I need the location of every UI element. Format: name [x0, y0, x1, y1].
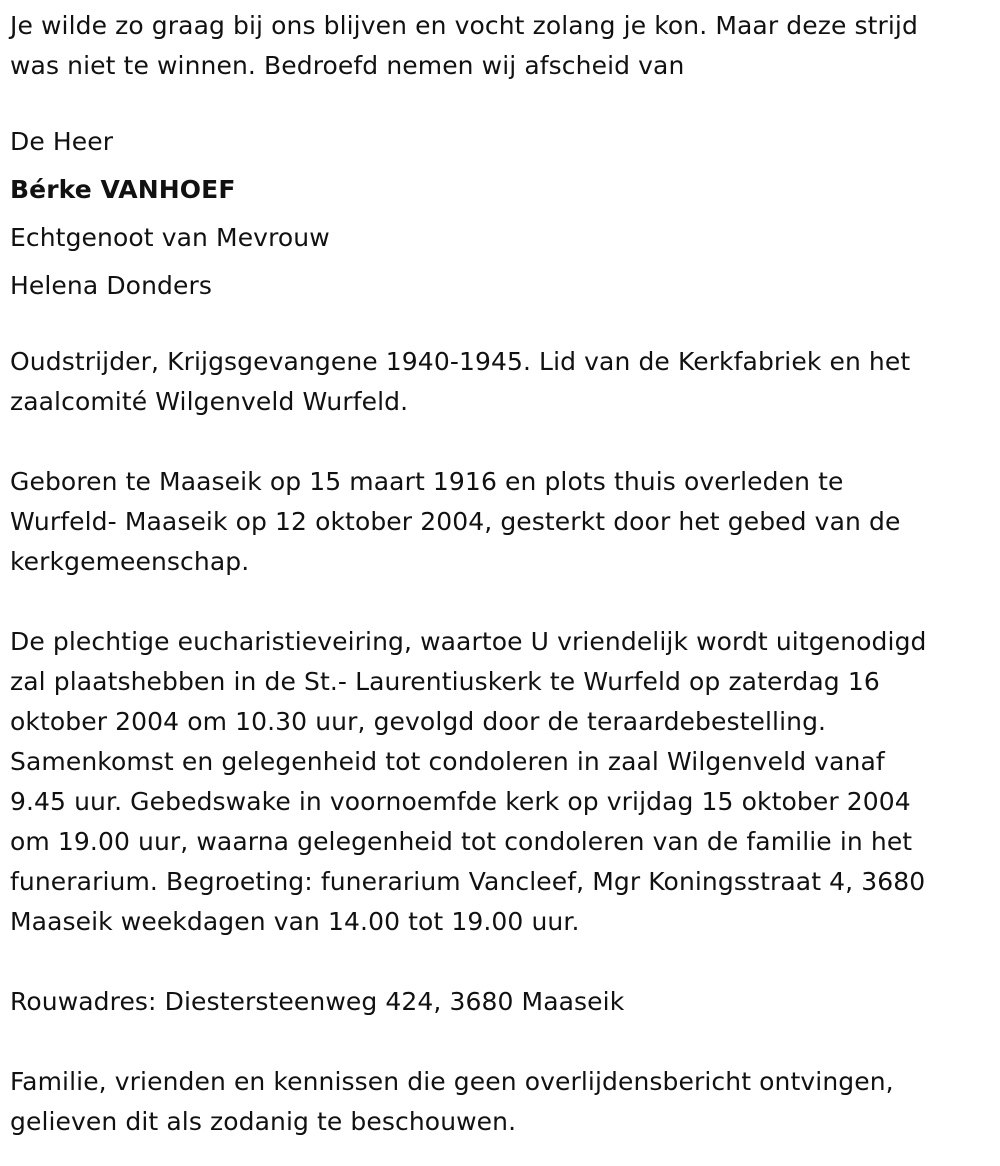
ceremony-paragraph — [10, 622, 995, 942]
ceremony-line: De plechtige eucharistieveiring, waartoe U vriendelijk wordt uitgenodigd — [10, 627, 927, 656]
intro-line: Je wilde zo graag bij ons blijven en vocht zolang je kon. Maar deze strijd — [10, 11, 918, 40]
roles-line: zaalcomité Wilgenveld Wurfeld. — [10, 387, 409, 416]
closing-paragraph — [10, 1062, 995, 1142]
obituary-notice — [10, 6, 995, 1142]
spouse-label: Echtgenoot van Mevrouw — [10, 223, 330, 252]
roles-line: Oudstrijder, Krijgsgevangene 1940-1945. Lid van de Kerkfabriek en het — [10, 347, 911, 376]
birth-death-paragraph — [10, 462, 995, 582]
closing-line: gelieven dit als zodanig te beschouwen. — [10, 1107, 517, 1136]
birth-death-line: Wurfeld- Maaseik op 12 oktober 2004, gesterkt door het gebed van de — [10, 507, 901, 536]
deceased-block — [10, 118, 995, 310]
ceremony-line: oktober 2004 om 10.30 uur, gevolgd door de teraardebestelling. — [10, 707, 827, 736]
birth-death-line: kerkgemeenschap. — [10, 547, 250, 576]
mourning-address: Rouwadres: Diestersteenweg 424, 3680 Maaseik — [10, 987, 625, 1016]
honorific: De Heer — [10, 127, 114, 156]
deceased-name: Bérke VANHOEF — [10, 175, 236, 204]
closing-line: Familie, vrienden en kennissen die geen overlijdensbericht ontvingen, — [10, 1067, 894, 1096]
ceremony-line: om 19.00 uur, waarna gelegenheid tot condoleren van de familie in het — [10, 827, 913, 856]
ceremony-line: Samenkomst en gelegenheid tot condoleren in zaal Wilgenveld vanaf — [10, 747, 885, 776]
birth-death-line: Geboren te Maaseik op 15 maart 1916 en plots thuis overleden te — [10, 467, 844, 496]
spouse-name: Helena Donders — [10, 271, 212, 300]
ceremony-line: Maaseik weekdagen van 14.00 tot 19.00 uur. — [10, 907, 580, 936]
ceremony-line: 9.45 uur. Gebedswake in voornoemfde kerk op vrijdag 15 oktober 2004 — [10, 787, 911, 816]
address-paragraph — [10, 982, 995, 1022]
intro-paragraph — [10, 6, 995, 86]
ceremony-line: funerarium. Begroeting: funerarium Vancleef, Mgr Koningsstraat 4, 3680 — [10, 867, 926, 896]
intro-line: was niet te winnen. Bedroefd nemen wij afscheid van — [10, 51, 685, 80]
ceremony-line: zal plaatshebben in de St.- Laurentiuskerk te Wurfeld op zaterdag 16 — [10, 667, 880, 696]
roles-paragraph — [10, 342, 995, 422]
